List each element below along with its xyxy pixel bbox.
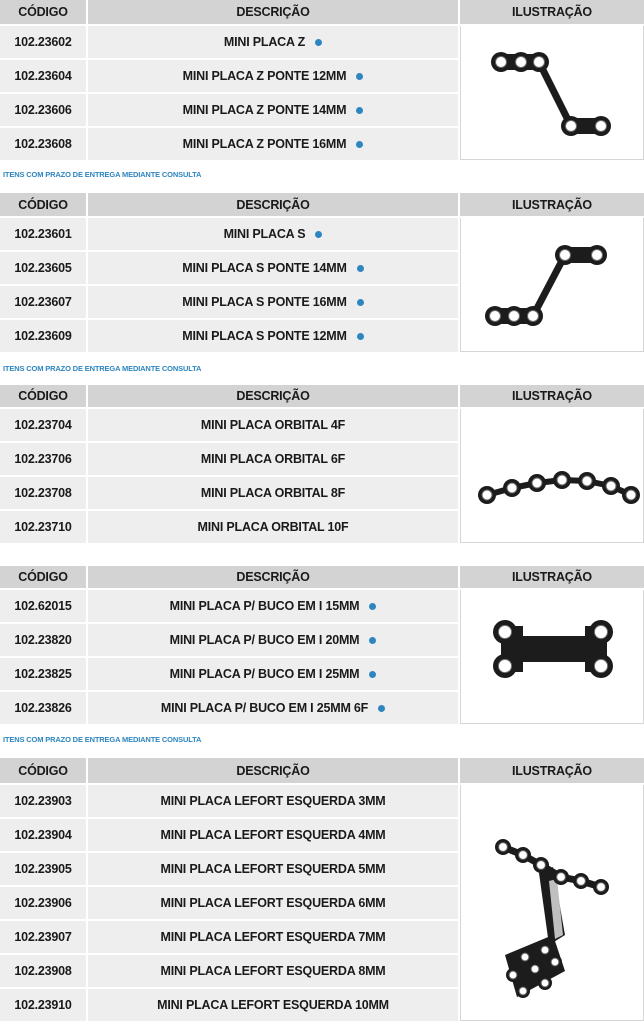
product-code: 102.62015 bbox=[0, 590, 86, 622]
table-header bbox=[0, 0, 644, 24]
header-codigo: CÓDIGO bbox=[0, 758, 86, 783]
product-description: MINI PLACA ORBITAL 10F bbox=[197, 520, 349, 534]
plate-bridge bbox=[517, 640, 591, 658]
product-description: MINI PLACA S PONTE 16MM bbox=[182, 295, 347, 309]
delivery-consult-note: ITENS COM PRAZO DE ENTREGA MEDIANTE CONSULTA bbox=[3, 364, 202, 373]
product-description: MINI PLACA P/ BUCO EM I 15MM bbox=[169, 599, 360, 613]
product-description: MINI PLACA LEFORT ESQUERDA 4MM bbox=[160, 828, 386, 842]
consult-delivery-dot-icon bbox=[356, 73, 363, 80]
product-code: 102.23710 bbox=[0, 511, 86, 543]
product-code: 102.23904 bbox=[0, 819, 86, 851]
plate-hole bbox=[519, 987, 527, 995]
product-description: MINI PLACA LEFORT ESQUERDA 8MM bbox=[160, 964, 386, 978]
product-description: MINI PLACA LEFORT ESQUERDA 3MM bbox=[160, 794, 386, 808]
product-code: 102.23704 bbox=[0, 409, 86, 441]
header-codigo: CÓDIGO bbox=[0, 566, 86, 588]
product-description-cell bbox=[88, 128, 458, 160]
consult-delivery-dot-icon bbox=[315, 231, 322, 238]
plate-hole bbox=[597, 883, 606, 892]
product-description-cell bbox=[88, 955, 458, 987]
header-ilustracao: ILUSTRAÇÃO bbox=[460, 0, 644, 24]
product-description: MINI PLACA Z bbox=[223, 35, 306, 49]
plate-hole bbox=[509, 971, 517, 979]
plate-hole bbox=[560, 250, 571, 261]
product-description-cell bbox=[88, 590, 458, 622]
product-description: MINI PLACA P/ BUCO EM I 20MM bbox=[169, 633, 360, 647]
header-descricao: DESCRIÇÃO bbox=[88, 385, 458, 407]
delivery-consult-note: ITENS COM PRAZO DE ENTREGA MEDIANTE CONSULTA bbox=[3, 735, 202, 744]
i-shaped-buccal-mini-plate-icon bbox=[461, 590, 644, 724]
product-description: MINI PLACA LEFORT ESQUERDA 10MM bbox=[157, 998, 389, 1012]
header-ilustracao: ILUSTRAÇÃO bbox=[460, 566, 644, 588]
product-description: MINI PLACA ORBITAL 4F bbox=[200, 418, 346, 432]
header-ilustracao: ILUSTRAÇÃO bbox=[460, 758, 644, 783]
consult-delivery-dot-icon bbox=[369, 603, 376, 610]
plate-hole bbox=[531, 965, 539, 973]
product-description-cell bbox=[88, 853, 458, 885]
product-description-cell bbox=[88, 409, 458, 441]
plate-hole bbox=[498, 625, 511, 638]
lefort-left-mini-plate-icon bbox=[461, 785, 644, 1021]
product-description-cell bbox=[88, 785, 458, 817]
table-header bbox=[0, 193, 644, 216]
plate-hole bbox=[490, 311, 501, 322]
product-description: MINI PLACA ORBITAL 6F bbox=[200, 452, 346, 466]
product-description-cell bbox=[88, 477, 458, 509]
product-description: MINI PLACA LEFORT ESQUERDA 5MM bbox=[160, 862, 386, 876]
product-description-cell bbox=[88, 320, 458, 352]
consult-delivery-dot-icon bbox=[356, 107, 363, 114]
illustration-panel bbox=[460, 590, 644, 724]
product-description: MINI PLACA Z PONTE 12MM bbox=[182, 69, 347, 83]
product-description: MINI PLACA Z PONTE 14MM bbox=[182, 103, 347, 117]
product-description-cell bbox=[88, 887, 458, 919]
z-shaped-mini-plate-icon bbox=[461, 26, 644, 160]
plate-hole bbox=[594, 659, 607, 672]
product-code: 102.23608 bbox=[0, 128, 86, 160]
plate-hole bbox=[592, 250, 603, 261]
header-descricao: DESCRIÇÃO bbox=[88, 193, 458, 216]
plate-hole bbox=[551, 958, 559, 966]
product-code: 102.23903 bbox=[0, 785, 86, 817]
plate-hole bbox=[507, 483, 517, 493]
product-description-cell bbox=[88, 286, 458, 318]
header-descricao: DESCRIÇÃO bbox=[88, 566, 458, 588]
plate-hole bbox=[532, 478, 542, 488]
product-description-cell bbox=[88, 692, 458, 724]
product-description: MINI PLACA S bbox=[223, 227, 306, 241]
consult-delivery-dot-icon bbox=[315, 39, 322, 46]
product-code: 102.23606 bbox=[0, 94, 86, 126]
product-description-cell bbox=[88, 989, 458, 1021]
product-description: MINI PLACA LEFORT ESQUERDA 7MM bbox=[160, 930, 386, 944]
table-header bbox=[0, 758, 644, 783]
plate-hole bbox=[577, 877, 586, 886]
product-code: 102.23605 bbox=[0, 252, 86, 284]
plate-hole bbox=[516, 57, 527, 68]
consult-delivery-dot-icon bbox=[369, 637, 376, 644]
product-description: MINI PLACA LEFORT ESQUERDA 6MM bbox=[160, 896, 386, 910]
product-description-cell bbox=[88, 252, 458, 284]
product-description: MINI PLACA S PONTE 12MM bbox=[182, 329, 347, 343]
product-code: 102.23910 bbox=[0, 989, 86, 1021]
plate-notch bbox=[523, 626, 585, 636]
product-code: 102.23601 bbox=[0, 218, 86, 250]
plate-hole bbox=[519, 851, 528, 860]
product-description: MINI PLACA ORBITAL 8F bbox=[200, 486, 346, 500]
product-description-cell bbox=[88, 218, 458, 250]
plate-hole bbox=[521, 953, 529, 961]
plate-hole bbox=[594, 625, 607, 638]
header-codigo: CÓDIGO bbox=[0, 0, 86, 24]
plate-notch bbox=[523, 662, 585, 672]
product-description: MINI PLACA Z PONTE 16MM bbox=[182, 137, 347, 151]
product-code: 102.23908 bbox=[0, 955, 86, 987]
illustration-panel bbox=[460, 409, 644, 543]
plate-hole bbox=[557, 475, 567, 485]
product-description: MINI PLACA S PONTE 14MM bbox=[182, 261, 347, 275]
product-code: 102.23602 bbox=[0, 26, 86, 58]
plate-hole bbox=[534, 57, 545, 68]
plate-hole bbox=[496, 57, 507, 68]
header-descricao: DESCRIÇÃO bbox=[88, 758, 458, 783]
header-codigo: CÓDIGO bbox=[0, 385, 86, 407]
plate-hole bbox=[557, 873, 566, 882]
plate-bar bbox=[533, 255, 565, 316]
plate-hole bbox=[498, 659, 511, 672]
plate-bar bbox=[539, 62, 571, 126]
plate-hole bbox=[499, 843, 508, 852]
plate-hole bbox=[541, 979, 549, 987]
plate-hole bbox=[537, 861, 546, 870]
illustration-panel bbox=[460, 218, 644, 352]
plate-hole bbox=[596, 121, 607, 132]
orbital-mini-plate-icon bbox=[461, 409, 644, 543]
product-code: 102.23706 bbox=[0, 443, 86, 475]
product-description: MINI PLACA P/ BUCO EM I 25MM 6F bbox=[160, 701, 369, 715]
product-code: 102.23708 bbox=[0, 477, 86, 509]
consult-delivery-dot-icon bbox=[378, 705, 385, 712]
plate-hole bbox=[606, 481, 616, 491]
product-code: 102.23604 bbox=[0, 60, 86, 92]
product-code: 102.23607 bbox=[0, 286, 86, 318]
product-description-cell bbox=[88, 60, 458, 92]
product-code: 102.23905 bbox=[0, 853, 86, 885]
consult-delivery-dot-icon bbox=[369, 671, 376, 678]
header-descricao: DESCRIÇÃO bbox=[88, 0, 458, 24]
product-description-cell bbox=[88, 624, 458, 656]
plate-hole bbox=[582, 476, 592, 486]
plate-hole bbox=[566, 121, 577, 132]
product-code: 102.23826 bbox=[0, 692, 86, 724]
consult-delivery-dot-icon bbox=[356, 141, 363, 148]
product-description-cell bbox=[88, 921, 458, 953]
product-code: 102.23609 bbox=[0, 320, 86, 352]
product-description-cell bbox=[88, 94, 458, 126]
consult-delivery-dot-icon bbox=[357, 299, 364, 306]
product-code: 102.23907 bbox=[0, 921, 86, 953]
plate-hole bbox=[626, 490, 636, 500]
illustration-panel bbox=[460, 26, 644, 160]
product-description-cell bbox=[88, 443, 458, 475]
plate-hole bbox=[509, 311, 520, 322]
consult-delivery-dot-icon bbox=[357, 265, 364, 272]
header-ilustracao: ILUSTRAÇÃO bbox=[460, 385, 644, 407]
product-description-cell bbox=[88, 511, 458, 543]
product-description: MINI PLACA P/ BUCO EM I 25MM bbox=[169, 667, 360, 681]
table-header bbox=[0, 566, 644, 588]
header-codigo: CÓDIGO bbox=[0, 193, 86, 216]
consult-delivery-dot-icon bbox=[357, 333, 364, 340]
plate-hole bbox=[528, 311, 539, 322]
header-ilustracao: ILUSTRAÇÃO bbox=[460, 193, 644, 216]
product-code: 102.23820 bbox=[0, 624, 86, 656]
product-code: 102.23825 bbox=[0, 658, 86, 690]
product-description-cell bbox=[88, 26, 458, 58]
plate-hole bbox=[482, 490, 492, 500]
delivery-consult-note: ITENS COM PRAZO DE ENTREGA MEDIANTE CONSULTA bbox=[3, 170, 202, 179]
product-code: 102.23906 bbox=[0, 887, 86, 919]
s-shaped-mini-plate-icon bbox=[461, 218, 644, 352]
plate-hole bbox=[541, 946, 549, 954]
product-description-cell bbox=[88, 819, 458, 851]
product-description-cell bbox=[88, 658, 458, 690]
table-header bbox=[0, 385, 644, 407]
illustration-panel bbox=[460, 785, 644, 1021]
